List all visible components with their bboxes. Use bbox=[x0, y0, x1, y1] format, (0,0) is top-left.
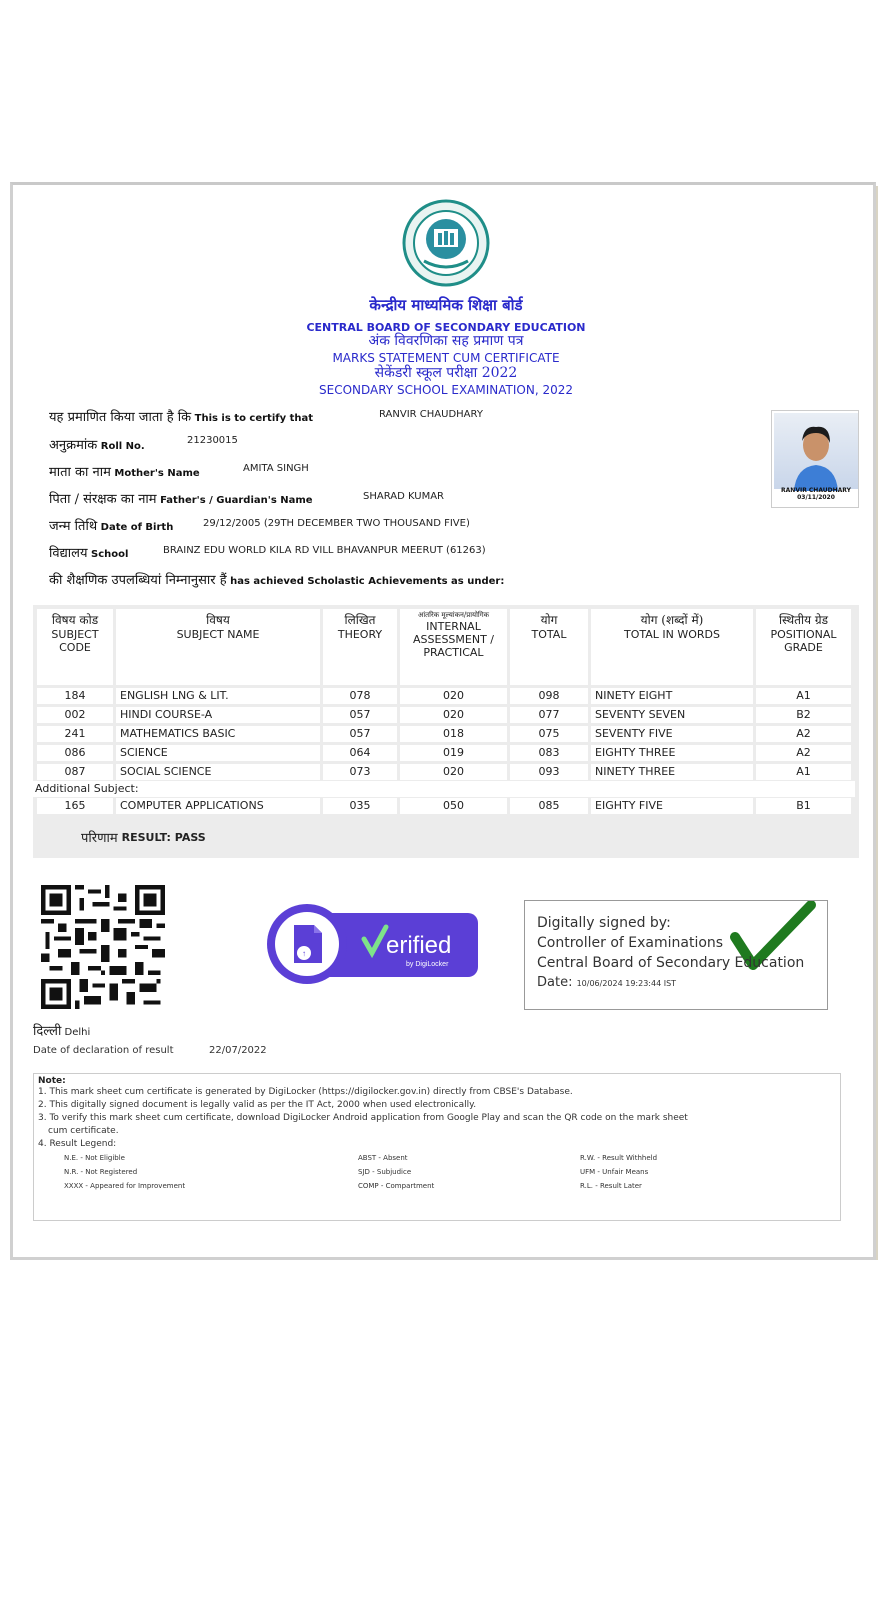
board-name: CENTRAL BOARD OF SECONDARY EDUCATION bbox=[306, 321, 586, 334]
roll-number: 21230015 bbox=[187, 435, 238, 446]
certificate-title: MARKS STATEMENT CUM CERTIFICATE bbox=[332, 351, 560, 365]
note-line: 2. This digitally signed document is legally valid as per the IT Act, 2000 when used electronically. bbox=[38, 1100, 477, 1110]
note-line: 1. This mark sheet cum certificate is generated by DigiLocker (https://digilocker.gov.in) directly from CBSE's Database. bbox=[38, 1087, 573, 1097]
header-subject-code: विषय कोड SUBJECT CODE bbox=[37, 609, 113, 685]
header-total-words: योग (शब्दों में) TOTAL IN WORDS bbox=[591, 609, 753, 685]
signed-by-label: Digitally signed by: bbox=[537, 915, 671, 931]
mother-name: AMITA SINGH bbox=[243, 463, 309, 474]
result-status: RESULT: PASS bbox=[121, 830, 206, 844]
digilocker-verified-icon[interactable] bbox=[266, 903, 480, 985]
photo-caption-date: 03/11/2020 bbox=[797, 494, 835, 501]
legend-item: XXXX - Appeared for Improvement bbox=[64, 1182, 186, 1190]
table-header bbox=[33, 609, 859, 685]
verified-text: erified bbox=[386, 932, 452, 959]
signature-date: Date: 10/06/2024 19:23:44 IST bbox=[537, 975, 677, 990]
note-line: 3. To verify this mark sheet cum certificate, download DigiLocker Android application from Google Play and scan the QR code on the mark sheet bbox=[38, 1113, 688, 1123]
dob-label: जन्म तिथि Date of Birth bbox=[49, 519, 174, 534]
additional-subject-label: Additional Subject: bbox=[33, 781, 855, 797]
marksheet bbox=[10, 182, 876, 1260]
legend-item: N.E. - Not Eligible bbox=[64, 1154, 125, 1162]
certificate-title-hindi: अंक विवरणिका सह प्रमाण पत्र bbox=[368, 333, 524, 349]
student-photo bbox=[771, 410, 859, 508]
note-title: Note: bbox=[38, 1076, 66, 1086]
legend-item: R.W. - Result Withheld bbox=[580, 1154, 658, 1162]
table-row: 184 ENGLISH LNG & LIT. 078 020 098 NINETY EIGHT A1 bbox=[33, 688, 859, 704]
exam-title-hindi: सेकेंडरी स्कूल परीक्षा 2022 bbox=[374, 365, 518, 381]
achievement-label: की शैक्षणिक उपलब्धियां निम्नानुसार हैं has achieved Scholastic Achievements as under: bbox=[49, 573, 505, 588]
signer-org: Central Board of Secondary Education bbox=[537, 955, 805, 971]
declaration-date: Date of declaration of result 22/07/2022 bbox=[33, 1045, 267, 1056]
table-row: 002 HINDI COURSE-A 057 020 077 SEVENTY SEVEN B2 bbox=[33, 707, 859, 723]
note-line: 4. Result Legend: bbox=[38, 1139, 117, 1149]
legend-item: R.L. - Result Later bbox=[580, 1182, 642, 1190]
result-bar bbox=[33, 816, 859, 858]
marks-table bbox=[33, 605, 859, 858]
qr-code-icon[interactable] bbox=[41, 885, 165, 1009]
legend-item: ABST - Absent bbox=[358, 1154, 408, 1162]
result-legend bbox=[38, 1151, 836, 1193]
exam-title: SECONDARY SCHOOL EXAMINATION, 2022 bbox=[319, 383, 573, 397]
header-subject-name: विषय SUBJECT NAME bbox=[116, 609, 320, 685]
school-name: BRAINZ EDU WORLD KILA RD VILL BHAVANPUR MEERUT (61263) bbox=[163, 545, 486, 556]
table-row: 087 SOCIAL SCIENCE 073 020 093 NINETY THREE A1 bbox=[33, 764, 859, 780]
table-row-additional: 165 COMPUTER APPLICATIONS 035 050 085 EIGHTY FIVE B1 bbox=[33, 798, 859, 814]
signer-title: Controller of Examinations bbox=[537, 935, 724, 951]
legend-item: COMP - Compartment bbox=[358, 1182, 435, 1190]
note-line: cum certificate. bbox=[48, 1126, 119, 1136]
mother-label: माता का नाम Mother's Name bbox=[49, 465, 200, 480]
school-label: विद्यालय School bbox=[49, 546, 129, 561]
date-of-birth: 29/12/2005 (29TH DECEMBER TWO THOUSAND FIVE) bbox=[203, 518, 470, 529]
legend-item: SJD - Subjudice bbox=[358, 1168, 412, 1176]
student-portrait-icon bbox=[786, 419, 846, 491]
board-name-hindi: केन्द्रीय माध्यमिक शिक्षा बोर्ड bbox=[369, 296, 523, 314]
svg-text:↑: ↑ bbox=[302, 949, 306, 958]
header-theory: लिखित THEORY bbox=[323, 609, 397, 685]
note-box bbox=[33, 1073, 841, 1221]
digital-signature-box bbox=[524, 900, 828, 1010]
header-total: योग TOTAL bbox=[510, 609, 588, 685]
legend-item: N.R. - Not Registered bbox=[64, 1168, 138, 1176]
cbse-logo-icon bbox=[402, 199, 490, 287]
header-grade: स्थितीय ग्रेड POSITIONAL GRADE bbox=[756, 609, 851, 685]
photo-caption-name: RANVIR CHAUDHARY bbox=[781, 487, 851, 494]
header-internal: आंतरिक मूल्यांकन/प्रायोगिक INTERNAL ASSESSMENT / PRACTICAL bbox=[400, 609, 507, 685]
father-name: SHARAD KUMAR bbox=[363, 491, 444, 502]
result-label-hindi: परिणाम bbox=[81, 831, 118, 846]
roll-label: अनुक्रमांक Roll No. bbox=[49, 438, 145, 453]
table-row: 241 MATHEMATICS BASIC 057 018 075 SEVENTY FIVE A2 bbox=[33, 726, 859, 742]
legend-item: UFM - Unfair Means bbox=[580, 1168, 649, 1176]
table-row: 086 SCIENCE 064 019 083 EIGHTY THREE A2 bbox=[33, 745, 859, 761]
place: दिल्ली Delhi bbox=[33, 1024, 91, 1039]
certify-label: यह प्रमाणित किया जाता है कि This is to certify that bbox=[49, 410, 314, 425]
father-label: पिता / संरक्षक का नाम Father's / Guardian's Name bbox=[49, 492, 313, 507]
verified-by-text: by DigiLocker bbox=[406, 961, 449, 968]
student-name: RANVIR CHAUDHARY bbox=[379, 409, 483, 420]
